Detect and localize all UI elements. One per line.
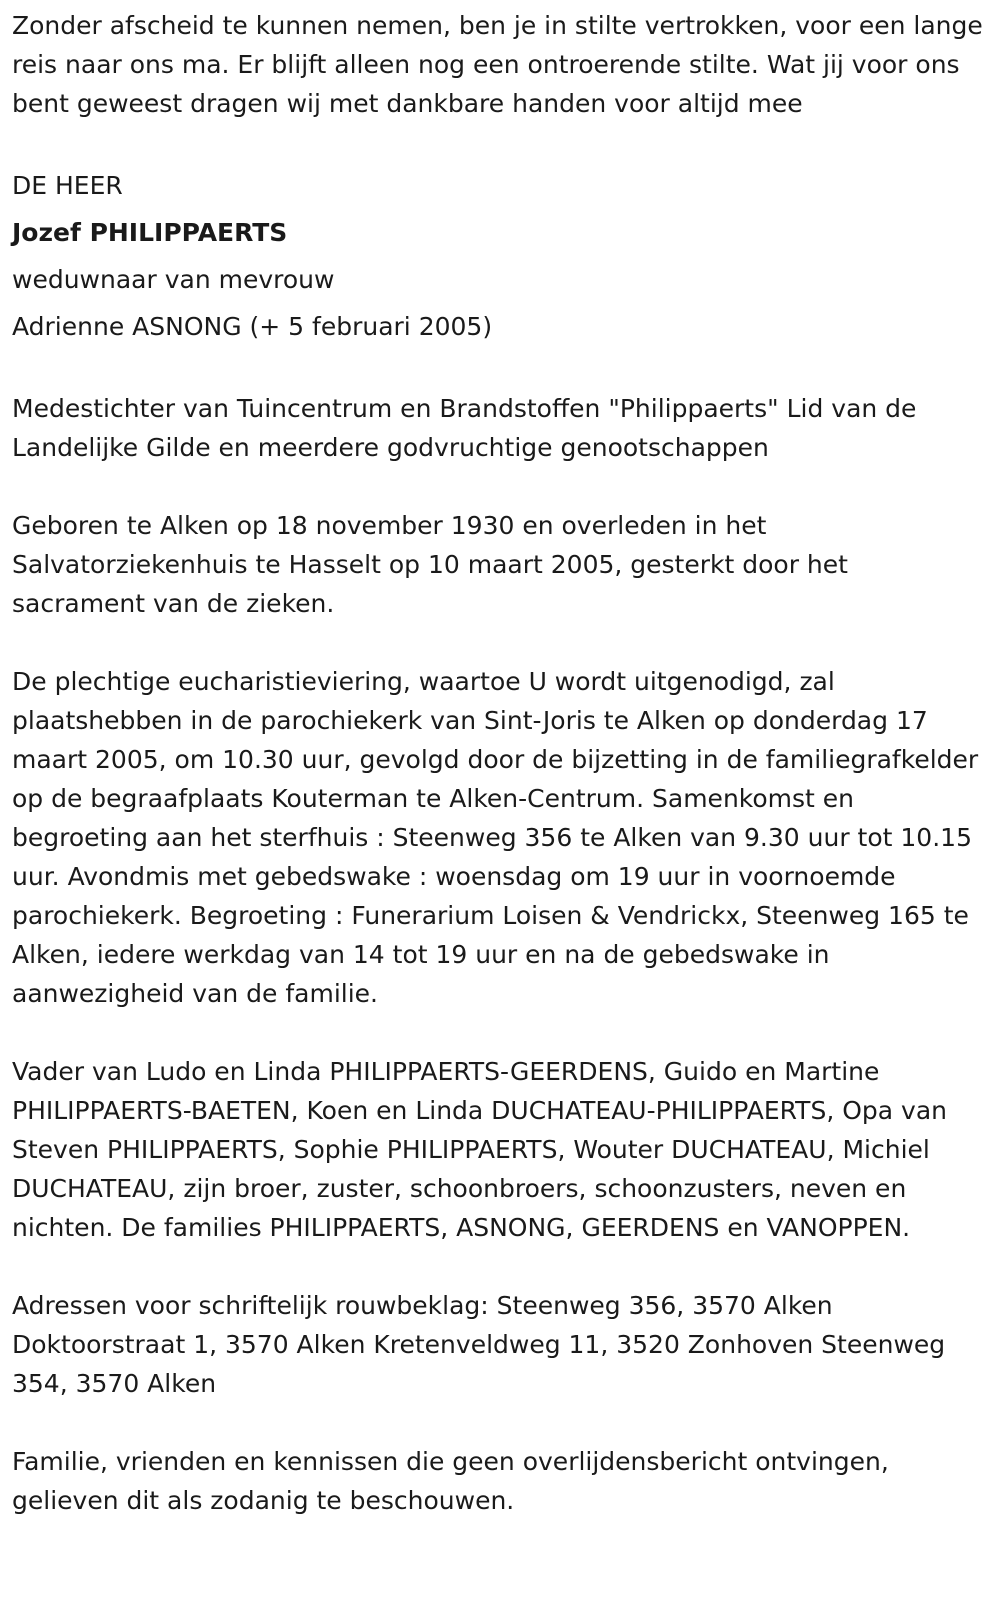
spacer <box>12 1247 988 1286</box>
deceased-name: Jozef PHILIPPAERTS <box>12 218 288 247</box>
closing-paragraph: Familie, vrienden en kennissen die geen overlijdensbericht ontvingen, gelieven dit als zodanig te beschouwen. <box>12 1447 889 1515</box>
spacer <box>12 467 988 506</box>
name-block <box>12 162 988 350</box>
spacer <box>12 123 988 162</box>
addresses-paragraph: Adressen voor schriftelijk rouwbeklag: Steenweg 356, 3570 Alken Doktoorstraat 1, 3570 Alken Kretenveldweg 11, 3520 Zonhoven Steenweg 354, 3570 Alken <box>12 1291 946 1398</box>
intro-paragraph: Zonder afscheid te kunnen nemen, ben je in stilte vertrokken, voor een lange reis naar ons ma. Er blijft alleen nog een ontroerende stilte. Wat jij voor ons bent geweest dragen wij met dankbare handen voor altijd mee <box>12 11 983 118</box>
spacer <box>12 623 988 662</box>
spouse-line: Adrienne ASNONG (+ 5 februari 2005) <box>12 312 493 341</box>
spacer <box>12 1403 988 1442</box>
spacer <box>12 350 988 389</box>
title-line: DE HEER <box>12 171 123 200</box>
widower-line: weduwnaar van mevrouw <box>12 265 335 294</box>
spacer <box>12 1013 988 1052</box>
ceremony-paragraph: De plechtige eucharistieviering, waartoe U wordt uitgenodigd, zal plaatshebben in de parochiekerk van Sint-Joris te Alken op donderdag 17 maart 2005, om 10.30 uur, gevolgd door de bijzetting in de familiegrafkelder op de begraafplaats Kouterman te Alken-Centrum. Samenkomst en begroeting aan het sterfhuis : Steenweg 356 te Alken van 9.30 uur tot 10.15 uur. Avondmis met gebedswake : woensdag om 19 uur in voornoemde parochiekerk. Begroeting : Funerarium Loisen & Vendrickx, Steenweg 165 te Alken, iedere werkdag van 14 tot 19 uur en na de gebedswake in aanwezigheid van de familie. <box>12 667 979 1008</box>
birth-death-paragraph: Geboren te Alken op 18 november 1930 en overleden in het Salvatorziekenhuis te Hasselt op 10 maart 2005, gesterkt door het sacrament van de zieken. <box>12 511 848 618</box>
founder-paragraph: Medestichter van Tuincentrum en Brandstoffen "Philippaerts" Lid van de Landelijke Gilde en meerdere godvruchtige genootschappen <box>12 394 917 462</box>
family-paragraph: Vader van Ludo en Linda PHILIPPAERTS-GEERDENS, Guido en Martine PHILIPPAERTS-BAETEN, Koen en Linda DUCHATEAU-PHILIPPAERTS, Opa van Steven PHILIPPAERTS, Sophie PHILIPPAERTS, Wouter DUCHATEAU, Michiel DUCHATEAU, zijn broer, zuster, schoonbroers, schoonzusters, neven en nichten. De families PHILIPPAERTS, ASNONG, GEERDENS en VANOPPEN. <box>12 1057 947 1242</box>
